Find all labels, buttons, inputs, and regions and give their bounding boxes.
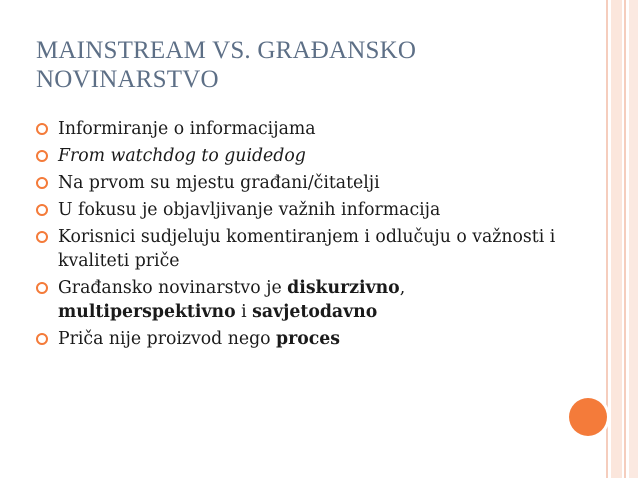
decorative-stripe bbox=[611, 0, 622, 478]
bullet-item bbox=[36, 117, 576, 141]
bullet-text: Na prvom su mjestu građani/čitatelji bbox=[58, 173, 380, 193]
bullet-text: U fokusu je objavljivanje važnih informacija bbox=[58, 200, 441, 220]
bullet-text: From watchdog to guidedog bbox=[58, 146, 306, 166]
bullet-text: Korisnici sudjeluju komentiranjem i odlučuju o važnosti i kvaliteti priče bbox=[58, 227, 556, 271]
bullet-bold-term: savjetodavno bbox=[252, 302, 378, 322]
bullet-text-segment: i bbox=[235, 302, 253, 322]
circle-bullet-icon bbox=[36, 150, 48, 162]
bullet-item bbox=[36, 327, 576, 351]
circle-bullet-icon bbox=[36, 177, 48, 189]
bullet-item bbox=[36, 276, 576, 324]
bullet-text-segment: Priča nije proizvod nego bbox=[58, 329, 277, 349]
decorative-stripe bbox=[624, 0, 626, 478]
bullet-text-segment: Građansko novinarstvo je bbox=[58, 278, 288, 298]
circle-bullet-icon bbox=[36, 204, 48, 216]
circle-bullet-icon bbox=[36, 282, 48, 294]
bullet-item bbox=[36, 198, 576, 222]
bullet-bold-term: multiperspektivno bbox=[58, 302, 236, 322]
bullet-item bbox=[36, 144, 576, 168]
bullet-bold-term: proces bbox=[276, 329, 340, 349]
circle-bullet-icon bbox=[36, 333, 48, 345]
bullet-bold-term: diskurzivno bbox=[287, 278, 400, 298]
bullet-text-segment: , bbox=[399, 278, 406, 298]
circle-bullet-icon bbox=[36, 123, 48, 135]
bullet-text: Informiranje o informacijama bbox=[58, 119, 316, 139]
bullet-item bbox=[36, 171, 576, 195]
slide-title: MAINSTREAM VS. GRAĐANSKO NOVINARSTVO bbox=[36, 37, 417, 93]
decorative-stripe bbox=[606, 0, 608, 478]
orange-circle-decoration bbox=[569, 398, 607, 436]
decorative-stripe bbox=[629, 0, 638, 478]
circle-bullet-icon bbox=[36, 231, 48, 243]
bullet-list bbox=[36, 117, 576, 354]
bullet-item bbox=[36, 225, 576, 273]
